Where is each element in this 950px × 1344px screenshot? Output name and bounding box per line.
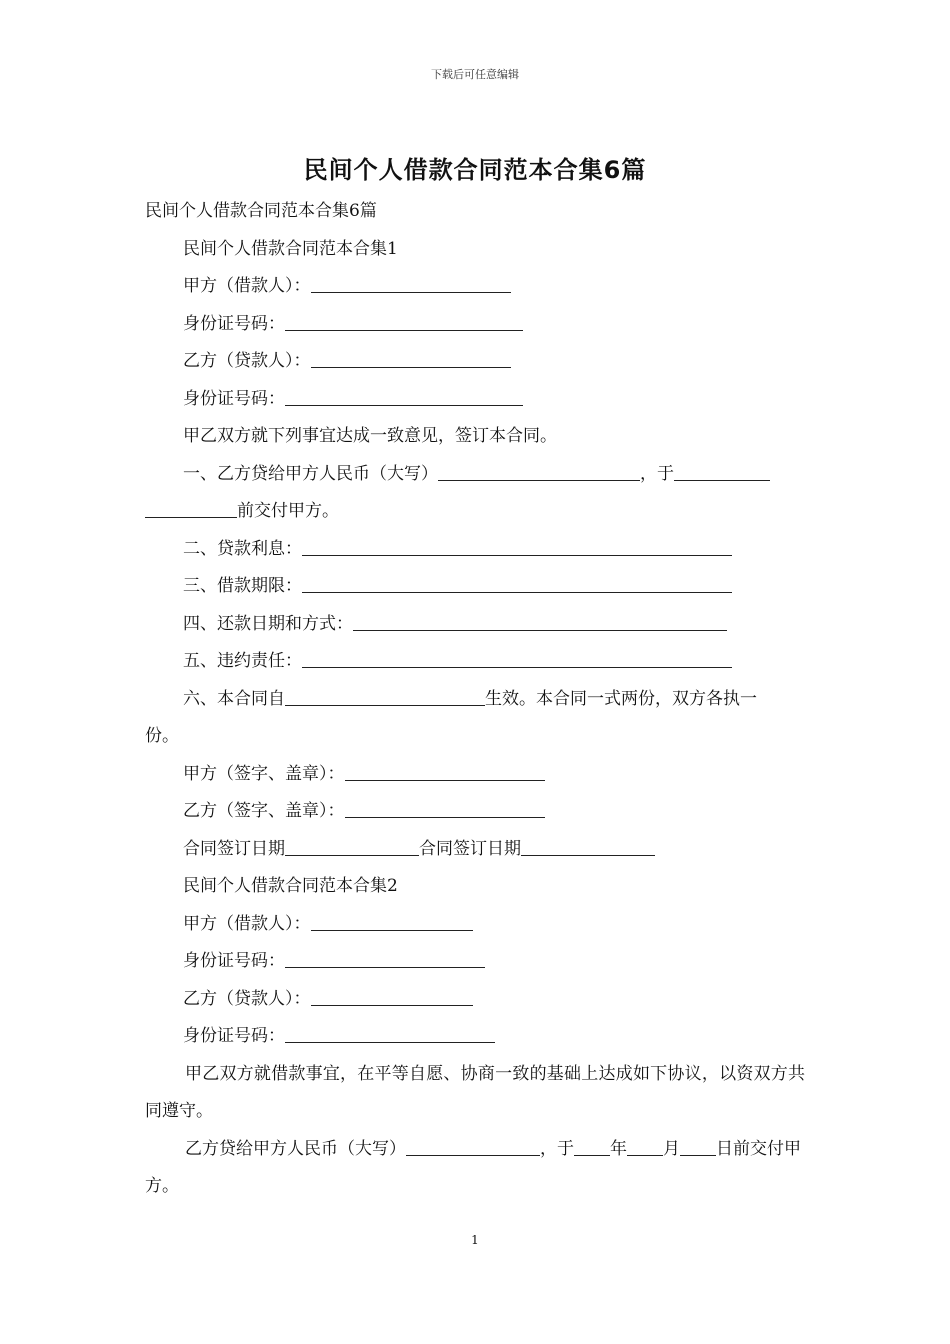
clause2-blank [302, 535, 732, 556]
document-title: 民间个人借款合同范本合集6篇 [303, 156, 647, 184]
sign-date-line [145, 831, 805, 869]
s2-id-label-1: 身份证号码： [183, 951, 285, 971]
date-label-2: 合同签订日期 [419, 838, 521, 859]
s2-month: 月 [663, 1138, 680, 1159]
clause4-blank [353, 610, 727, 631]
clause3-line [145, 568, 805, 606]
id-label-2: 身份证号码： [183, 388, 285, 409]
clause5-line [145, 643, 805, 681]
s2-id-label-2: 身份证号码： [183, 1026, 285, 1046]
id-line-1 [145, 306, 805, 344]
sign-b-blank [345, 797, 545, 818]
document-body [145, 193, 805, 1206]
sign-b-label: 乙方（签字、盖章）： [183, 801, 345, 821]
id-blank-1 [285, 310, 523, 331]
id-label-1: 身份证号码： [183, 313, 285, 334]
clause6-effect: 生效。本合同一式两份，双方各执一 [485, 688, 757, 709]
id-blank-2 [285, 385, 523, 406]
clause2-line [145, 531, 805, 569]
party-b-line [145, 343, 805, 381]
clause1-date-blank [674, 460, 770, 481]
s2-id-blank-1 [285, 947, 485, 968]
id-line-2 [145, 381, 805, 419]
sign-a-line [145, 756, 805, 794]
party-a-label: 甲方（借款人）： [183, 276, 311, 296]
clause6-cont: 份。 [145, 726, 179, 746]
clause5-blank [302, 647, 732, 668]
party-a-blank [311, 272, 511, 293]
header-note: 下载后可任意编辑 [431, 68, 519, 81]
clause1-deliver: 前交付甲方。 [237, 501, 339, 521]
date-label-1: 合同签订日期 [183, 838, 285, 859]
s2-party-a-label: 甲方（借款人）： [183, 913, 311, 934]
date-blank-1 [285, 835, 419, 856]
s2-party-a-blank [311, 910, 473, 931]
s2-loan-paragraph [145, 1131, 805, 1206]
s2-loan-deliver: 交付甲方。 [145, 1138, 801, 1196]
sign-b-line [145, 793, 805, 831]
s2-year-blank [574, 1135, 610, 1156]
clause1-line [145, 456, 805, 494]
clause6-text: 六、本合同自 [183, 688, 285, 709]
s2-loan-yu: ，于 [540, 1138, 574, 1159]
party-b-label: 乙方（贷款人）： [183, 351, 311, 371]
clause3-label: 三、借款期限： [183, 576, 302, 596]
clause1-yu: ，于 [640, 463, 674, 484]
s2-id-line-2 [145, 1018, 805, 1056]
s2-year: 年 [610, 1138, 627, 1159]
sign-a-label: 甲方（签字、盖章）： [183, 763, 345, 784]
section1-heading: 民间个人借款合同范本合集1 [183, 238, 398, 259]
s2-party-b-line [145, 981, 805, 1019]
section2-heading: 民间个人借款合同范本合集2 [183, 876, 398, 896]
clause4-label: 四、还款日期和方式： [183, 613, 353, 634]
s2-party-a-line [145, 906, 805, 944]
sign-a-blank [345, 760, 545, 781]
page-number: 1 [471, 1233, 479, 1247]
clause6-blank [285, 685, 485, 706]
s2-party-b-label: 乙方（贷款人）： [183, 988, 311, 1009]
clause1-text: 一、乙方贷给甲方人民币（大写） [183, 463, 438, 484]
clause1-date-blank-cont [145, 497, 237, 518]
s2-loan-amount-blank [406, 1135, 540, 1156]
s2-id-blank-2 [285, 1022, 495, 1043]
party-b-blank [311, 347, 511, 368]
clause1-cont [145, 493, 805, 531]
date-blank-2 [521, 835, 655, 856]
s2-loan-text: 乙方贷给甲方人民币（大写） [185, 1138, 406, 1159]
s2-day: 日前 [716, 1138, 750, 1159]
intro-line: 民间个人借款合同范本合集6篇 [145, 201, 377, 221]
clause2-label: 二、贷款利息： [183, 538, 302, 559]
party-a-line [145, 268, 805, 306]
s2-agreement-paragraph: 甲乙双方就借款事宜，在平等自愿、协商一致的基础上达成如下协议，以资双方共同遵守。 [145, 1063, 805, 1121]
s2-month-blank [627, 1135, 663, 1156]
clause4-line [145, 606, 805, 644]
clause1-amount-blank [438, 460, 640, 481]
clause5-label: 五、违约责任： [183, 651, 302, 671]
s2-day-blank [680, 1135, 716, 1156]
clause3-blank [302, 572, 732, 593]
s2-id-line-1 [145, 943, 805, 981]
agreement-line: 甲乙双方就下列事宜达成一致意见，签订本合同。 [183, 426, 557, 446]
clause6-line [145, 681, 805, 719]
s2-party-b-blank [311, 985, 473, 1006]
